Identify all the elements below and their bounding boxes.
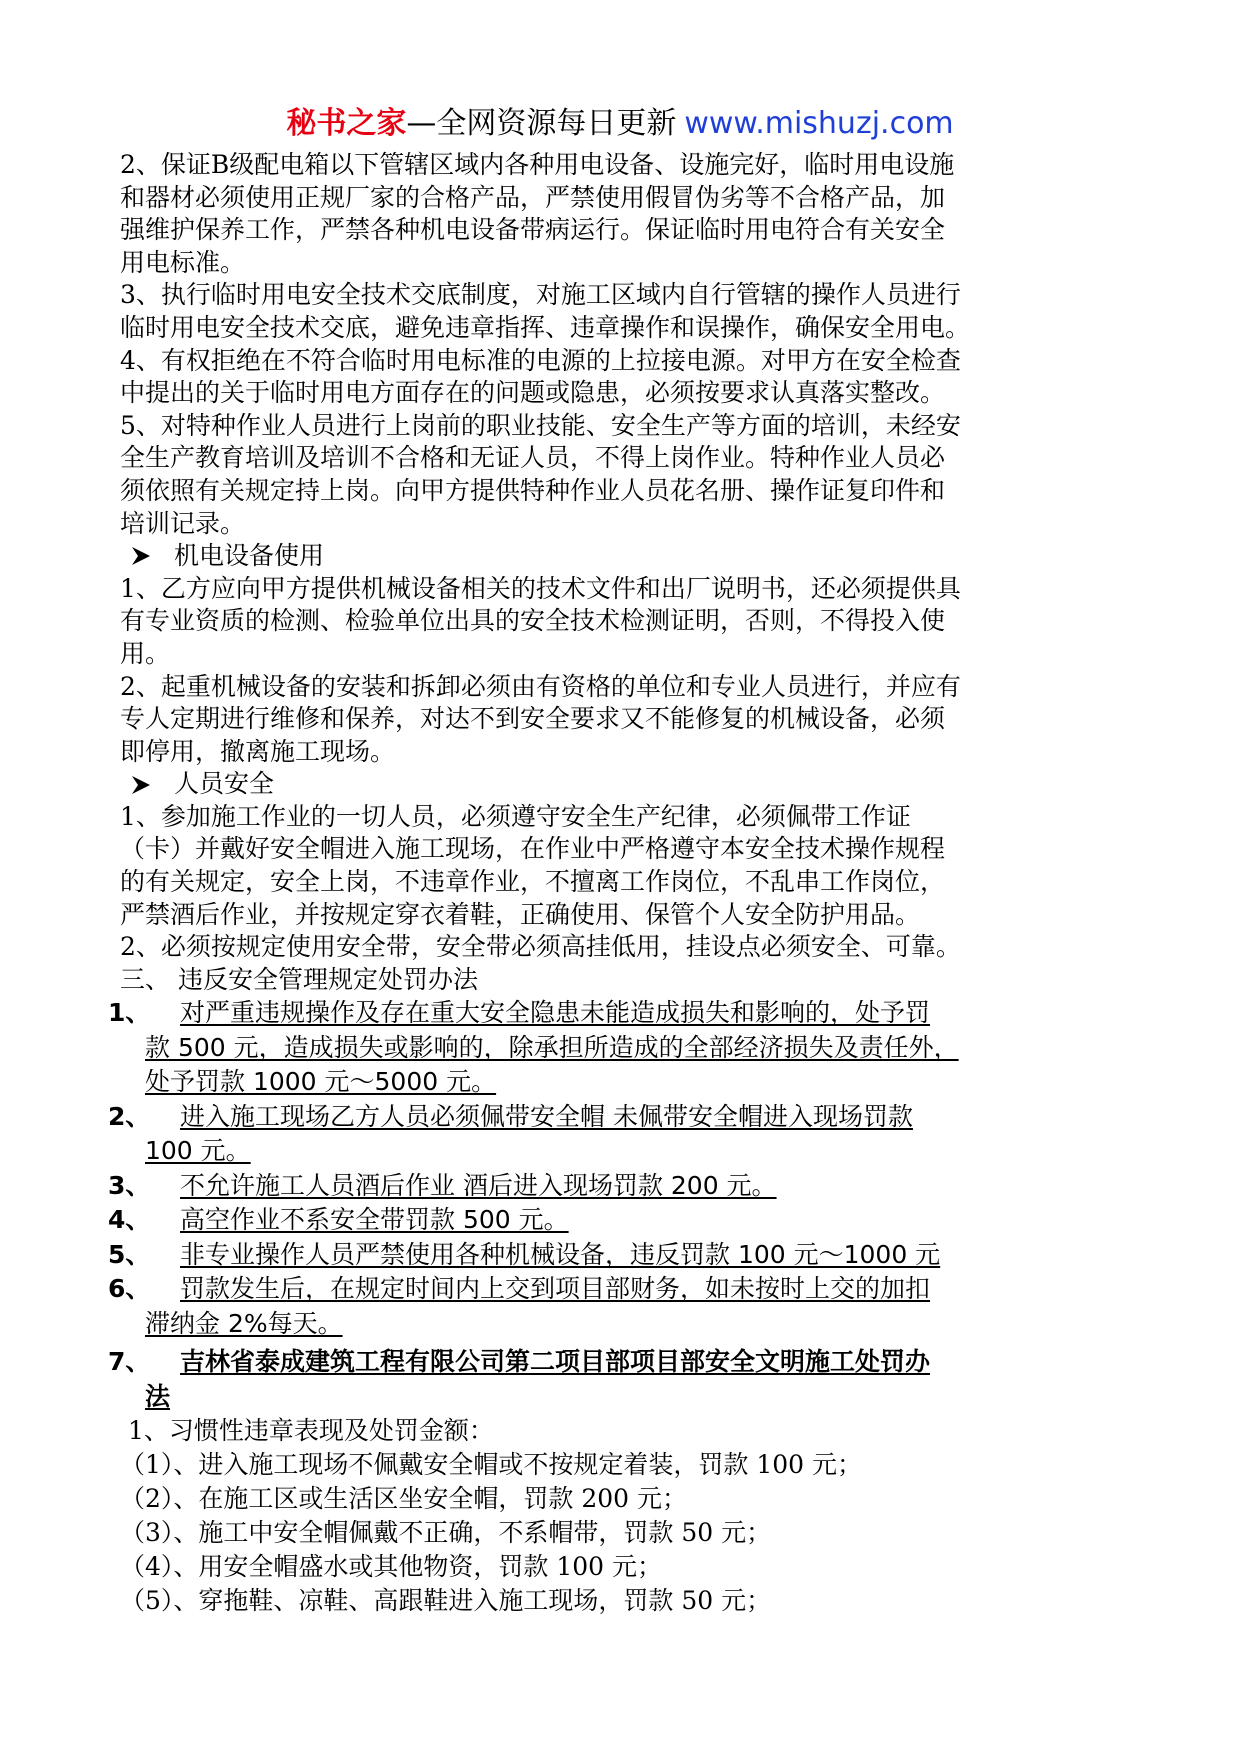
paragraph-line: （卡）并戴好安全帽进入施工现场，在作业中严格遵守本安全技术操作规程 [120, 834, 946, 864]
paragraph-line: 培训记录。 [120, 508, 246, 538]
item-text: 滞纳金 2%每天。 [145, 1308, 343, 1338]
item-number: 7、 [108, 1347, 151, 1377]
list-item: （4）、用安全帽盛水或其他物资，罚款 100 元； [120, 1552, 663, 1582]
paragraph-line: 和器材必须使用正规厂家的合格产品，严禁使用假冒伪劣等不合格产品，加 [120, 182, 946, 212]
paragraph-line: 有专业资质的检测、检验单位出具的安全技术检测证明，否则，不得投入使 [120, 606, 946, 636]
item-number: 1、 [108, 998, 151, 1028]
list-item: （2）、在施工区或生活区坐安全帽，罚款 200 元； [120, 1484, 688, 1514]
list-item [108, 1238, 1120, 1273]
item-text: 对严重违规操作及存在重大安全隐患未能造成损失和影响的，处予罚 [180, 998, 931, 1028]
subsection-title: 1、习惯性违章表现及处罚金额： [120, 1416, 494, 1446]
list-item [108, 1100, 1120, 1135]
item-number: 3、 [108, 1170, 151, 1200]
list-item-continuation [120, 1134, 1120, 1169]
document-body [108, 149, 1120, 1618]
paragraph-line: 专人定期进行维修和保养，对达不到安全要求又不能修复的机械设备，必须 [120, 704, 946, 734]
paragraph-line: 强维护保养工作，严禁各种机电设备带病运行。保证临时用电符合有关安全 [120, 215, 946, 245]
arrowhead-bullet-icon [130, 774, 152, 796]
section-heading-penalties: 三、 违反安全管理规定处罚办法 [120, 964, 478, 994]
list-item-continuation [120, 1380, 1120, 1415]
arrowhead-bullet-icon [130, 545, 152, 567]
item-text: 款 500 元，造成损失或影响的，除承担所造成的全部经济损失及责任外， [145, 1032, 959, 1062]
paragraph-line: 即停用，撤离施工现场。 [120, 736, 396, 766]
item-number: 5、 [108, 1239, 151, 1269]
list-item: （1）、进入施工现场不佩戴安全帽或不按规定着装，罚款 100 元； [120, 1450, 863, 1480]
paragraph-line: 1、乙方应向甲方提供机械设备相关的技术文件和出厂说明书，还必须提供具 [120, 573, 961, 603]
site-header [0, 102, 1240, 146]
paragraph-line: 用电标准。 [120, 247, 246, 277]
item-number: 4、 [108, 1205, 151, 1235]
list-item-continuation [120, 1031, 1120, 1066]
item-text: 进入施工现场乙方人员必须佩带安全帽 未佩带安全帽进入现场罚款 [180, 1101, 913, 1131]
paragraph-line: 严禁酒后作业，并按规定穿衣着鞋，正确使用、保管个人安全防护用品。 [120, 899, 921, 929]
item-number: 2、 [108, 1101, 151, 1131]
header-url-link[interactable]: www.mishuzj.com [684, 106, 954, 141]
item-text: 法 [145, 1381, 171, 1411]
paragraph-line: 用。 [120, 638, 171, 668]
paragraph-line: 全生产教育培训及培训不合格和无证人员，不得上岗作业。特种作业人员必 [120, 443, 946, 473]
paragraph-line: 2、必须按规定使用安全带，安全带必须高挂低用，挂设点必须安全、可靠。 [120, 932, 961, 962]
item-text: 不允许施工人员酒后作业 酒后进入现场罚款 200 元。 [180, 1170, 777, 1200]
paragraph-line: 中提出的关于临时用电方面存在的问题或隐患，必须按要求认真落实整改。 [120, 378, 946, 408]
paragraph-line: 的有关规定，安全上岗，不违章作业，不擅离工作岗位，不乱串工作岗位， [120, 867, 946, 897]
paragraph-line: 4、有权拒绝在不符合临时用电标准的电源的上拉接电源。对甲方在安全检查 [120, 345, 961, 375]
section-title: 人员安全 [174, 769, 275, 799]
list-item [108, 1345, 1120, 1380]
list-item: （3）、施工中安全帽佩戴不正确，不系帽带，罚款 50 元； [120, 1518, 772, 1548]
item-number: 6、 [108, 1274, 151, 1304]
section-heading-people [120, 768, 1120, 801]
paragraph-line: 5、对特种作业人员进行上岗前的职业技能、安全生产等方面的培训，未经安 [120, 410, 961, 440]
paragraph-line: 3、执行临时用电安全技术交底制度，对施工区域内自行管辖的操作人员进行 [120, 280, 961, 310]
paragraph-line: 临时用电安全技术交底，避免违章指挥、违章操作和误操作，确保安全用电。 [120, 312, 971, 342]
paragraph-line: 2、起重机械设备的安装和拆卸必须由有资格的单位和专业人员进行，并应有 [120, 671, 961, 701]
list-item-continuation [120, 1307, 1120, 1342]
item-text: 高空作业不系安全带罚款 500 元。 [180, 1205, 569, 1235]
header-dash: — [406, 106, 437, 141]
list-item [108, 1272, 1120, 1307]
section-title: 机电设备使用 [174, 541, 325, 571]
habitual-violations [120, 1414, 1120, 1618]
header-tagline: 全网资源每日更新 [436, 106, 677, 141]
item-text: 处予罚款 1000 元～5000 元。 [145, 1067, 497, 1097]
item-text: 罚款发生后，在规定时间内上交到项目部财务，如未按时上交的加扣 [180, 1274, 931, 1304]
brand-name: 秘书之家 [286, 106, 407, 141]
section-heading-mech [120, 540, 1120, 573]
item-text: 吉林省泰成建筑工程有限公司第二项目部项目部安全文明施工处罚办 [180, 1347, 931, 1377]
paragraph-line: 2、保证B级配电箱以下管辖区域内各种用电设备、设施完好，临时用电设施 [120, 150, 955, 179]
item-text: 非专业操作人员严禁使用各种机械设备，违反罚款 100 元～1000 元 [180, 1239, 941, 1269]
penalty-list [108, 996, 1120, 1414]
list-item [108, 1203, 1120, 1238]
item-text: 100 元。 [145, 1136, 251, 1166]
list-item [108, 996, 1120, 1031]
list-item-continuation [120, 1065, 1120, 1100]
paragraph-line: 1、参加施工作业的一切人员，必须遵守安全生产纪律，必须佩带工作证 [120, 801, 911, 831]
list-item: （5）、穿拖鞋、凉鞋、高跟鞋进入施工现场，罚款 50 元； [120, 1586, 772, 1616]
paragraph-line: 须依照有关规定持上岗。向甲方提供特种作业人员花名册、操作证复印件和 [120, 475, 946, 505]
list-item [108, 1169, 1120, 1204]
